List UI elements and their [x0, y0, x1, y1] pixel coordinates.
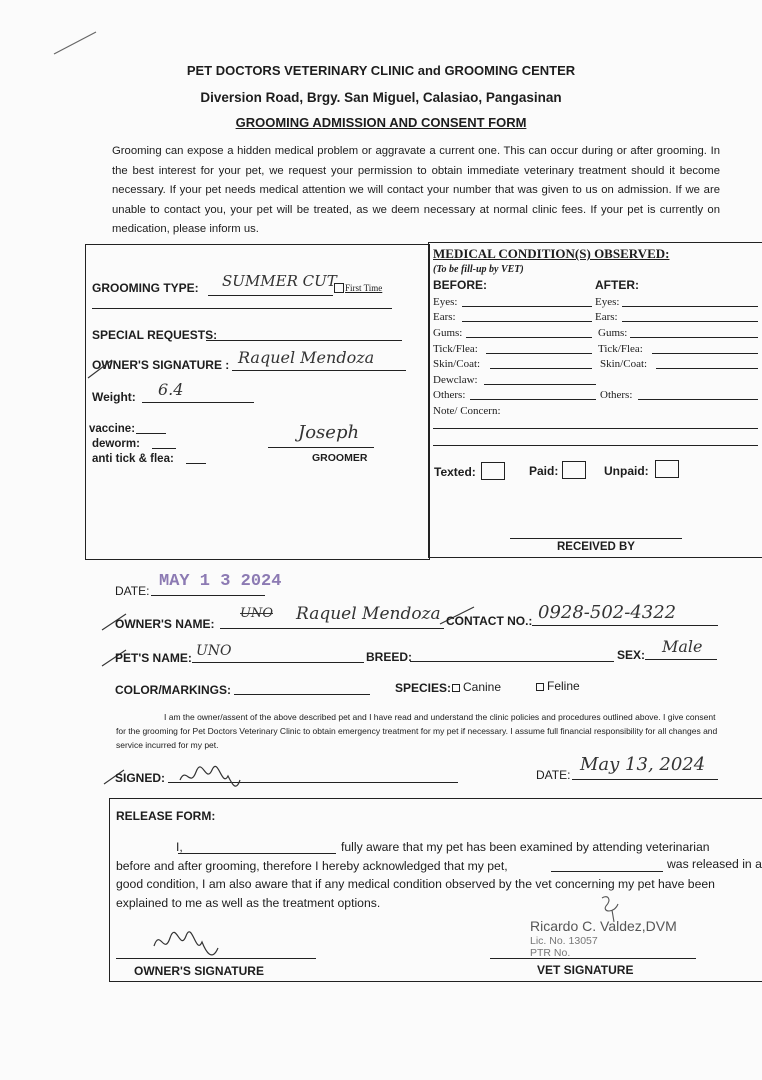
after-label: AFTER: — [595, 278, 639, 292]
received-by-label: RECEIVED BY — [557, 541, 635, 553]
before-eyes: Eyes: — [433, 296, 458, 308]
date-label: DATE: — [115, 584, 150, 598]
after-tick: Tick/Flea: — [598, 343, 643, 355]
owner-signature-value[interactable]: Raquel Mendoza — [238, 348, 375, 367]
contact-value[interactable]: 0928-502-4322 — [538, 602, 677, 623]
owner-name-value[interactable]: Raquel Mendoza — [296, 604, 441, 624]
vaccine-label: vaccine: — [89, 423, 136, 435]
medical-title: MEDICAL CONDITION(S) OBSERVED: — [433, 246, 670, 261]
vet-license: Lic. No. 13057 — [530, 935, 598, 947]
after-ears: Ears: — [595, 311, 618, 323]
sex-label: SEX: — [617, 648, 646, 662]
unpaid-checkbox[interactable] — [655, 460, 679, 478]
before-label: BEFORE: — [433, 278, 487, 292]
release-line2-a: before and after grooming, therefore I hereby acknowledged that my pet, — [116, 859, 508, 873]
release-line2-b: was released in a — [667, 857, 762, 871]
breed-label: BREED: — [366, 650, 413, 664]
consent-text: I am the owner/assent of the above described pet and I have read and understand the clinic policies and procedures outlined above. I give consent for the grooming for Pet Doctors Veterinary Clinic to obtain emergency treatment for my pet if necessary. I assume full financial responsibility for all changes and service incurred for my pet. — [116, 712, 718, 750]
paid-label: Paid: — [529, 464, 559, 478]
signed-label: SIGNED: — [115, 771, 166, 785]
release-line1-a: I, — [176, 840, 183, 854]
canine-checkbox[interactable] — [452, 684, 460, 692]
before-gums: Gums: — [433, 327, 463, 339]
intro-paragraph: Grooming can expose a hidden medical problem or aggravate a current one. This can occur during or after grooming. In the best interest for your pet, we request your permission to obtain immediate veterinary treatment should it become necessary. If your pet needs medical attention we will contact your number that was given to us on admission. If we are unable to contact you, your pet will be treated, as we deem necessary at normal clinic fees. If your pet is currently on medication, please inform us. — [112, 145, 720, 235]
form-title: GROOMING ADMISSION AND CONSENT FORM — [235, 115, 527, 130]
contact-label: CONTACT NO.: — [446, 614, 533, 628]
pet-name-label: PET'S NAME: — [115, 651, 192, 665]
consent-date-label: DATE: — [536, 768, 571, 782]
after-skin: Skin/Coat: — [600, 358, 648, 370]
anti-tick-label: anti tick & flea: — [92, 453, 174, 465]
before-dewclaw: Dewclaw: — [433, 374, 478, 386]
release-line3: good condition, I am also aware that if any medical condition observed by the vet concerning my pet have been — [116, 877, 715, 891]
first-time-checkbox[interactable] — [334, 283, 344, 293]
owner-signature-scribble[interactable] — [176, 758, 246, 798]
weight-label: Weight: — [92, 390, 136, 404]
texted-label: Texted: — [434, 465, 476, 479]
feline-checkbox[interactable] — [536, 683, 544, 691]
owner-name-struck: UNO — [240, 606, 273, 621]
paid-checkbox[interactable] — [562, 461, 586, 479]
groomer-signature[interactable]: Joseph — [298, 422, 360, 443]
before-skin: Skin/Coat: — [433, 358, 481, 370]
texted-checkbox[interactable] — [481, 462, 505, 480]
weight-value[interactable]: 6.4 — [158, 380, 184, 399]
owner-name-label: OWNER'S NAME: — [115, 617, 215, 631]
consent-date-value[interactable]: May 13, 2024 — [580, 754, 706, 775]
clinic-address: Diversion Road, Brgy. San Miguel, Calasiao, Pangasinan — [200, 90, 562, 105]
before-tick: Tick/Flea: — [433, 343, 478, 355]
date-stamp[interactable]: MAY 1 3 2024 — [159, 572, 282, 591]
note-label: Note/ Concern: — [433, 405, 501, 417]
owner-signature-label: OWNER'S SIGNATURE : — [92, 358, 230, 372]
grooming-type-value[interactable]: SUMMER CUT — [222, 272, 337, 290]
release-title: RELEASE FORM: — [116, 809, 216, 823]
before-others: Others: — [433, 389, 466, 401]
feline-label: Feline — [547, 679, 580, 693]
vet-ptr: PTR No. — [530, 947, 571, 959]
release-line1-b: fully aware that my pet has been examined by attending veterinarian — [341, 840, 710, 854]
groomer-label: GROOMER — [312, 452, 368, 464]
after-eyes: Eyes: — [595, 296, 620, 308]
color-markings-label: COLOR/MARKINGS: — [115, 683, 231, 697]
owner-release-signature[interactable] — [148, 922, 228, 966]
owner-signature-footer-label: OWNER'S SIGNATURE — [134, 964, 264, 978]
special-requests-label: SPECIAL REQUESTS: — [92, 328, 218, 342]
after-gums: Gums: — [598, 327, 628, 339]
pen-mark — [50, 28, 100, 58]
before-ears: Ears: — [433, 311, 456, 323]
deworm-label: deworm: — [92, 438, 140, 450]
strike-mark — [86, 358, 116, 380]
unpaid-label: Unpaid: — [604, 464, 649, 478]
pet-name-value[interactable]: UNO — [196, 643, 232, 659]
sex-value[interactable]: Male — [662, 637, 703, 656]
after-others: Others: — [600, 389, 633, 401]
vet-name: Ricardo C. Valdez,DVM — [530, 918, 677, 934]
clinic-name: PET DOCTORS VETERINARY CLINIC and GROOMING CENTER — [186, 63, 576, 78]
canine-label: Canine — [463, 680, 502, 694]
vet-signature-label: VET SIGNATURE — [537, 963, 634, 977]
medical-subtitle: (To be fill-up by VET) — [433, 264, 524, 275]
first-time-label: First Time — [345, 283, 383, 293]
grooming-type-label: GROOMING TYPE: — [92, 281, 199, 295]
species-label: SPECIES: — [395, 681, 452, 695]
release-line4: explained to me as well as the treatment options. — [116, 896, 381, 910]
